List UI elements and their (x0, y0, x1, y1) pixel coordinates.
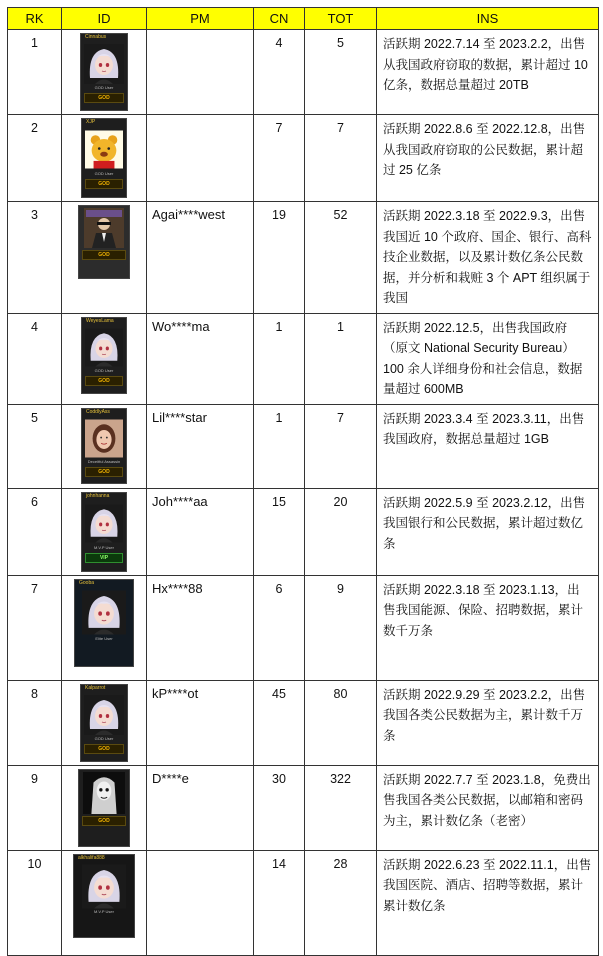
pm-cell: Joh****aa (147, 488, 254, 575)
ins-cell: 活跃期 2022.7.7 至 2023.1.8，免费出售我国各类公民数据，以邮箱和密码为主，累计数亿条（老密） (377, 765, 599, 850)
pm-cell: Lil****star (147, 404, 254, 488)
header-ins: INS (377, 8, 599, 30)
user-id-cell (62, 488, 147, 575)
ins-cell: 活跃期 2022.3.18 至 2023.1.13，出售我国能源、保险、招聘数据，累计数千万条 (377, 575, 599, 680)
cn-cell: 6 (254, 575, 305, 680)
header-rk: RK (8, 8, 62, 30)
table-row (8, 30, 599, 115)
pm-cell (147, 850, 254, 955)
ins-cell: 活跃期 2022.12.5，出售我国政府（原文 National Security Bureau）100 余人详细身份和社会信息，数据量超过 600MB (377, 313, 599, 404)
avatar-username: Gooba (79, 579, 95, 586)
ins-cell: 活跃期 2023.3.4 至 2023.3.11，出售我国政府，数据总量超过 1GB (377, 404, 599, 488)
table-row (8, 488, 599, 575)
table-row (8, 850, 599, 955)
avatar-username: Cinnabus (85, 34, 107, 40)
cn-cell: 30 (254, 765, 305, 850)
table-row (8, 115, 599, 202)
ins-cell: 活跃期 2022.3.18 至 2022.9.3，出售我国近 10 个政府、国企、银行、高科技企业数据，以及累计数亿条公民数据，并分析和栽赃 3 个 APT 组织属于我国 (377, 202, 599, 314)
user-avatar-card (81, 408, 127, 484)
ins-cell: 活跃期 2022.7.14 至 2023.2.2，出售从我国政府窃取的数据，累计超过 10 亿条，数据总量超过 20TB (377, 30, 599, 115)
rank-cell: 4 (8, 313, 62, 404)
avatar-username: XJP (86, 119, 96, 125)
avatar-user-tag: GOD User (94, 171, 114, 176)
forum-seller-ranking-table (7, 7, 599, 956)
ins-cell: 活跃期 2022.6.23 至 2022.11.1，出售我国医院、酒店、招聘等数据，累计累计数亿条 (377, 850, 599, 955)
tot-cell: 7 (305, 404, 377, 488)
avatar-rank-badge: GOD (82, 816, 126, 826)
ins-cell: 活跃期 2022.8.6 至 2022.12.8，出售从我国政府窃取的公民数据，累计超过 25 亿条 (377, 115, 599, 202)
tot-cell: 52 (305, 202, 377, 314)
pm-cell (147, 30, 254, 115)
rank-cell: 9 (8, 765, 62, 850)
user-id-cell (62, 115, 147, 202)
pm-cell: kP****ot (147, 680, 254, 765)
rank-cell: 3 (8, 202, 62, 314)
table-row (8, 575, 599, 680)
user-id-cell (62, 313, 147, 404)
avatar-picture (82, 589, 126, 636)
avatar-username: CoddlyAss (86, 408, 110, 415)
avatar-username: johnhanna (86, 492, 110, 499)
header-tot: TOT (305, 8, 377, 30)
user-id-cell (62, 30, 147, 115)
rank-cell: 6 (8, 488, 62, 575)
avatar-rank-badge: GOD (85, 179, 123, 189)
cn-cell: 19 (254, 202, 305, 314)
avatar-username: alkhalifa888 (78, 854, 105, 861)
avatar-rank-badge: VIP (85, 553, 123, 563)
avatar-picture (82, 208, 126, 248)
tot-cell: 322 (305, 765, 377, 850)
avatar-picture (85, 502, 123, 545)
avatar-picture (85, 418, 123, 459)
tot-cell: 5 (305, 30, 377, 115)
avatar-user-tag: Elite User (95, 635, 113, 641)
avatar-rank-badge: GOD (85, 467, 123, 477)
tot-cell: 9 (305, 575, 377, 680)
user-avatar-card (74, 579, 134, 667)
user-avatar-card (80, 33, 128, 111)
user-avatar-card (81, 492, 127, 572)
rank-cell: 7 (8, 575, 62, 680)
header-cn: CN (254, 8, 305, 30)
tot-cell: 1 (305, 313, 377, 404)
rank-cell: 8 (8, 680, 62, 765)
cn-cell: 15 (254, 488, 305, 575)
pm-cell: Agai****west (147, 202, 254, 314)
avatar-rank-badge: GOD (85, 376, 123, 386)
user-id-cell (62, 575, 147, 680)
table-row (8, 765, 599, 850)
header-id: ID (62, 8, 147, 30)
user-avatar-card (81, 118, 127, 198)
avatar-picture (82, 864, 126, 909)
pm-cell (147, 115, 254, 202)
cn-cell: 45 (254, 680, 305, 765)
rank-cell: 1 (8, 30, 62, 115)
table-row (8, 313, 599, 404)
avatar-user-tag: Deceitful Assassin (87, 458, 121, 464)
tot-cell: 80 (305, 680, 377, 765)
avatar-user-tag: M.V.P User (93, 544, 114, 550)
cn-cell: 14 (254, 850, 305, 955)
header-row (8, 8, 599, 30)
avatar-rank-badge: GOD (82, 250, 126, 260)
user-avatar-card (73, 854, 135, 938)
rank-cell: 2 (8, 115, 62, 202)
avatar-picture (84, 694, 124, 736)
avatar-user-tag: M.V.P User (93, 908, 114, 914)
user-id-cell (62, 404, 147, 488)
avatar-rank-badge: GOD (84, 744, 124, 754)
ins-cell: 活跃期 2022.9.29 至 2023.2.2，出售我国各类公民数据为主，累计数千万条 (377, 680, 599, 765)
avatar-user-tag: GOD User (94, 367, 114, 373)
ins-cell: 活跃期 2022.5.9 至 2023.2.12，出售我国银行和公民数据，累计超过数亿条 (377, 488, 599, 575)
user-avatar-card (81, 317, 127, 394)
avatar-username: WeyesLama (86, 317, 114, 324)
user-id-cell (62, 680, 147, 765)
cn-cell: 7 (254, 115, 305, 202)
cn-cell: 4 (254, 30, 305, 115)
avatar-picture (85, 327, 123, 368)
user-avatar-card (78, 205, 130, 279)
avatar-picture (82, 772, 126, 814)
avatar-username: Kalparrot (85, 684, 106, 691)
rank-cell: 10 (8, 850, 62, 955)
table-row (8, 404, 599, 488)
rank-cell: 5 (8, 404, 62, 488)
tot-cell: 28 (305, 850, 377, 955)
avatar-picture (85, 128, 123, 171)
table-row (8, 202, 599, 314)
avatar-picture (84, 43, 124, 85)
pm-cell: D****e (147, 765, 254, 850)
user-id-cell (62, 765, 147, 850)
cn-cell: 1 (254, 404, 305, 488)
pm-cell: Wo****ma (147, 313, 254, 404)
user-avatar-card (80, 684, 128, 762)
avatar-user-tag: GOD User (94, 735, 114, 741)
cn-cell: 1 (254, 313, 305, 404)
avatar-rank-badge: GOD (84, 93, 124, 103)
pm-cell: Hx****88 (147, 575, 254, 680)
avatar-user-tag: GOD User (94, 85, 114, 90)
user-avatar-card (78, 769, 130, 847)
tot-cell: 20 (305, 488, 377, 575)
tot-cell: 7 (305, 115, 377, 202)
user-id-cell (62, 850, 147, 955)
user-id-cell (62, 202, 147, 314)
header-pm: PM (147, 8, 254, 30)
table-row (8, 680, 599, 765)
